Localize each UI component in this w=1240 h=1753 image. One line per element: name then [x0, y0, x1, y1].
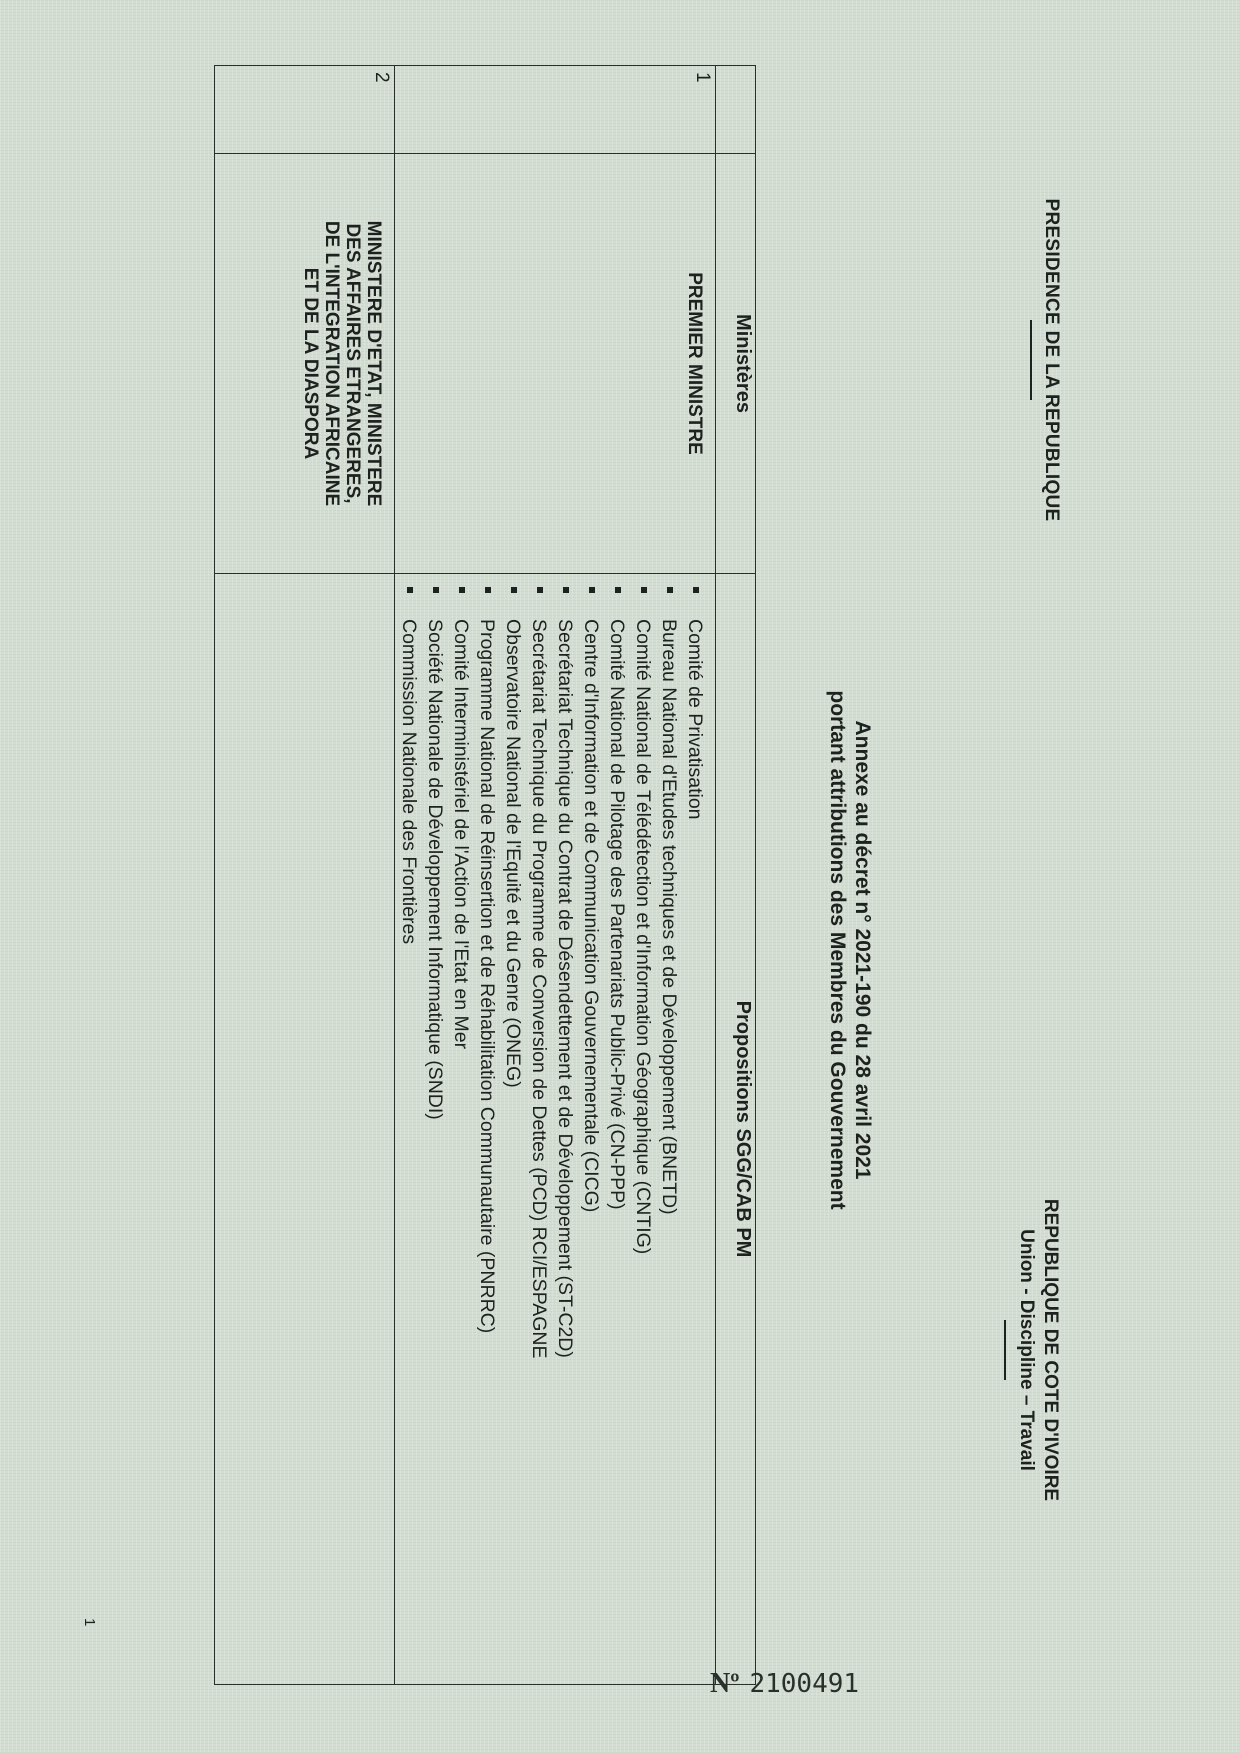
proposals-cell	[395, 574, 716, 1685]
proposals-cell	[215, 574, 395, 1685]
ministry-line: MINISTERE D'ETAT, MINISTERE	[363, 220, 384, 507]
list-item: Commission Nationale des Frontières	[396, 575, 422, 1675]
row-number: 2	[215, 66, 395, 154]
list-item: Comité National de Télédétection et d'Information Géographique (CNTIG)	[630, 575, 656, 1675]
country-title: REPUBLIQUE DE COTE D'IVOIRE	[1040, 1198, 1061, 1502]
country-divider	[1004, 1320, 1006, 1380]
list-item: Comité Interministériel de l'Action de l'Etat en Mer	[448, 575, 474, 1675]
header-proposals: Propositions SGG/CAB PM	[716, 574, 756, 1685]
proposals-list	[396, 575, 714, 1683]
list-item: Comité de Privatisation	[682, 575, 708, 1675]
row-number: 1	[395, 66, 716, 154]
header-ministry: Ministères	[716, 154, 756, 574]
serial-stamp	[710, 1668, 859, 1700]
ministry-name	[215, 154, 395, 574]
list-item: Programme National de Réinsertion et de Réhabilitation Communautaire (PNRRC)	[474, 575, 500, 1675]
list-item: Secrétariat Technique du Contrat de Désendettement et de Développement (ST-C2D)	[552, 575, 578, 1675]
page-number: 1	[81, 1618, 98, 1627]
serial-prefix: Nº	[710, 1668, 740, 1699]
document-title	[825, 600, 875, 1300]
list-item: Centre d'Information et de Communication Gouvernementale (CICG)	[578, 575, 604, 1675]
table-row	[215, 66, 395, 1685]
table-header-row	[716, 66, 756, 1685]
ministry-line: DE L'INTEGRATION AFRICAINE	[321, 220, 342, 507]
issuer-header	[1030, 150, 1062, 570]
header-number	[716, 66, 756, 154]
title-line-2: portant attributions des Membres du Gouvernement	[826, 690, 849, 1210]
list-item: Comité National de Pilotage des Partenariats Public-Privé (CN-PPP)	[604, 575, 630, 1675]
country-header	[1004, 1120, 1062, 1580]
list-item: Observatoire National de l'Equité et du Genre (ONEG)	[500, 575, 526, 1675]
ministry-line: DES AFFAIRES ETRANGERES,	[342, 223, 363, 504]
ministry-line: ET DE LA DIASPORA	[300, 267, 321, 460]
list-item: Société Nationale de Développement Informatique (SNDI)	[422, 575, 448, 1675]
table-row	[395, 66, 716, 1685]
attributions-table	[214, 65, 756, 1685]
title-line-1: Annexe au décret n° 2021-190 du 28 avril 2021	[851, 720, 874, 1180]
list-item: Secrétariat Technique du Programme de Conversion de Dettes (PCD) RCI/ESPAGNE	[526, 575, 552, 1675]
ministry-name: PREMIER MINISTRE	[395, 154, 716, 574]
country-motto: Union - Discipline – Travail	[1016, 1229, 1037, 1471]
issuer-title: PRESIDENCE DE LA REPUBLIQUE	[1041, 198, 1062, 522]
list-item: Bureau National d'Etudes techniques et de Développement (BNETD)	[656, 575, 682, 1675]
issuer-divider	[1030, 320, 1032, 400]
serial-number: 2100491	[749, 1669, 860, 1699]
